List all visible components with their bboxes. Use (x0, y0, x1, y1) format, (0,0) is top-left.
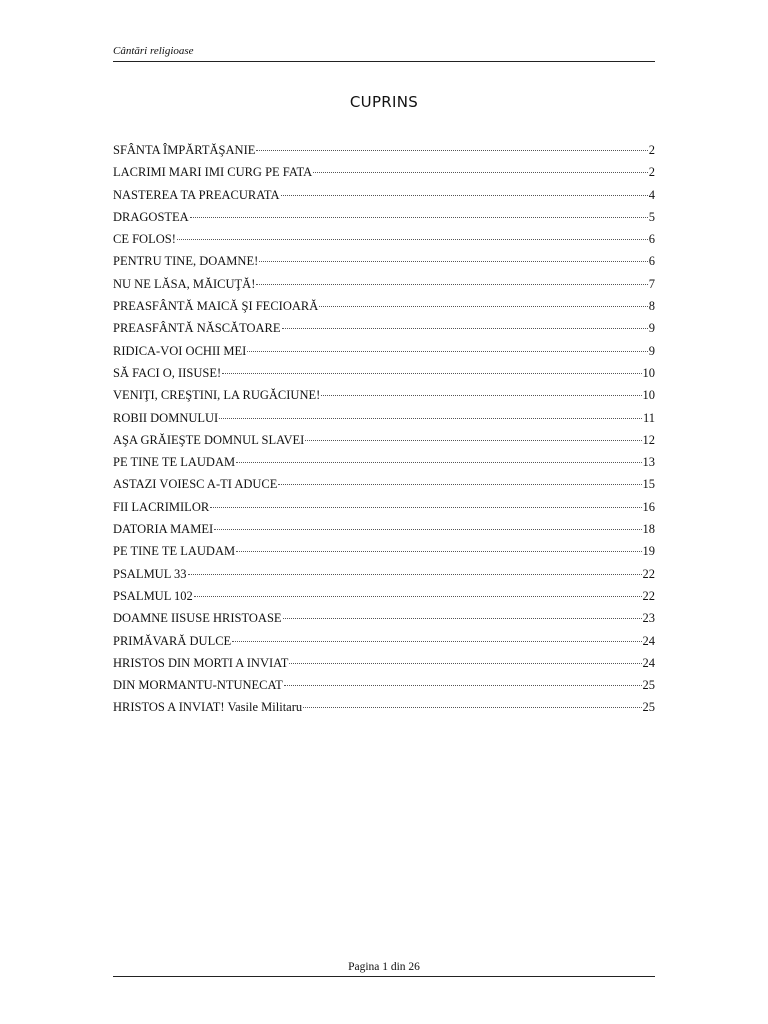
toc-entry-page-number: 13 (642, 455, 655, 470)
toc-entry-page-number: 16 (642, 499, 655, 514)
table-of-contents (113, 143, 655, 723)
toc-entry[interactable] (113, 277, 655, 299)
dot-leader (236, 551, 641, 552)
toc-entry-title: PE TINE TE LAUDAM (113, 544, 236, 559)
toc-entry[interactable] (113, 589, 655, 611)
toc-entry[interactable] (113, 656, 655, 678)
dot-leader (256, 284, 647, 285)
toc-entry[interactable] (113, 433, 655, 455)
toc-entry[interactable] (113, 700, 655, 722)
toc-entry-title: HRISTOS A INVIAT! Vasile Militaru (113, 700, 303, 715)
toc-entry[interactable] (113, 411, 655, 433)
toc-entry[interactable] (113, 678, 655, 700)
dot-leader (210, 507, 641, 508)
toc-entry-title: SĂ FACI O, IISUSE! (113, 365, 222, 380)
toc-entry-title: PREASFÂNTĂ NĂSCĂTOARE (113, 321, 281, 336)
toc-entry-page-number: 5 (648, 209, 655, 224)
toc-entry-title: PSALMUL 33 (113, 566, 187, 581)
dot-leader (284, 685, 642, 686)
toc-entry[interactable] (113, 455, 655, 477)
toc-entry[interactable] (113, 165, 655, 187)
dot-leader (236, 462, 641, 463)
running-header: Cântări religioase (113, 45, 194, 57)
toc-entry-title: DIN MORMANTU-NTUNECAT (113, 678, 283, 693)
toc-entry[interactable] (113, 254, 655, 276)
toc-entry[interactable] (113, 143, 655, 165)
toc-entry[interactable] (113, 344, 655, 366)
dot-leader (319, 306, 648, 307)
toc-entry-title: NU NE LĂSA, MĂICUŢĂ! (113, 276, 256, 291)
toc-entry-title: DOAMNE IISUSE HRISTOASE (113, 611, 282, 626)
toc-entry-page-number: 9 (648, 343, 655, 358)
dot-leader (219, 418, 642, 419)
dot-leader (303, 707, 641, 708)
toc-entry-page-number: 6 (648, 232, 655, 247)
toc-entry-title: DRAGOSTEA (113, 209, 189, 224)
toc-entry-page-number: 6 (648, 254, 655, 269)
toc-entry-page-number: 8 (648, 299, 655, 314)
dot-leader (222, 373, 641, 374)
toc-entry[interactable] (113, 544, 655, 566)
toc-entry-page-number: 2 (648, 165, 655, 180)
toc-entry-title: PSALMUL 102 (113, 588, 193, 603)
dot-leader (305, 440, 641, 441)
toc-entry-title: PREASFÂNTĂ MAICĂ ŞI FECIOARĂ (113, 299, 319, 314)
toc-entry[interactable] (113, 500, 655, 522)
toc-entry-title: AŞA GRĂIEŞTE DOMNUL SLAVEI (113, 432, 305, 447)
toc-entry-page-number: 15 (642, 477, 655, 492)
toc-entry-page-number: 25 (642, 700, 655, 715)
toc-entry-title: DATORIA MAMEI (113, 522, 214, 537)
toc-entry[interactable] (113, 611, 655, 633)
toc-entry-page-number: 4 (648, 187, 655, 202)
dot-leader (282, 328, 648, 329)
toc-entry[interactable] (113, 522, 655, 544)
dot-leader (188, 574, 642, 575)
toc-entry-page-number: 24 (642, 633, 655, 648)
toc-entry-page-number: 10 (642, 365, 655, 380)
toc-entry-title: FII LACRIMILOR (113, 499, 210, 514)
dot-leader (281, 195, 648, 196)
toc-entry[interactable] (113, 388, 655, 410)
toc-entry[interactable] (113, 232, 655, 254)
toc-entry-title: ASTAZI VOIESC A-TI ADUCE (113, 477, 278, 492)
toc-entry-page-number: 25 (642, 678, 655, 693)
page-footer: Pagina 1 din 26 (348, 961, 420, 973)
toc-entry-title: PE TINE TE LAUDAM (113, 455, 236, 470)
toc-entry-page-number: 12 (642, 432, 655, 447)
page-title: CUPRINS (349, 93, 419, 111)
dot-leader (247, 351, 647, 352)
toc-entry-page-number: 2 (648, 143, 655, 157)
toc-entry-page-number: 22 (642, 566, 655, 581)
toc-entry[interactable] (113, 477, 655, 499)
dot-leader (214, 529, 641, 530)
dot-leader (190, 217, 648, 218)
toc-entry-page-number: 7 (648, 276, 655, 291)
toc-entry-page-number: 22 (642, 588, 655, 603)
toc-entry-title: PRIMĂVARĂ DULCE (113, 633, 232, 648)
toc-entry[interactable] (113, 567, 655, 589)
dot-leader (177, 239, 648, 240)
toc-entry-page-number: 19 (642, 544, 655, 559)
toc-entry[interactable] (113, 634, 655, 656)
dot-leader (283, 618, 642, 619)
toc-entry-title: CE FOLOS! (113, 232, 176, 247)
toc-entry-title: SFÂNTA ÎMPĂRTĂŞANIE (113, 143, 256, 157)
toc-entry-title: HRISTOS DIN MORTI A INVIAT (113, 655, 289, 670)
dot-leader (194, 596, 642, 597)
toc-entry-page-number: 18 (642, 522, 655, 537)
toc-entry[interactable] (113, 321, 655, 343)
footer-rule (113, 976, 655, 977)
toc-entry-title: ROBII DOMNULUI (113, 410, 219, 425)
dot-leader (321, 395, 641, 396)
toc-entry-title: LACRIMI MARI IMI CURG PE FATA (113, 165, 313, 180)
toc-entry[interactable] (113, 188, 655, 210)
toc-entry-title: PENTRU TINE, DOAMNE! (113, 254, 259, 269)
toc-entry-page-number: 9 (648, 321, 655, 336)
toc-entry-title: RIDICA-VOI OCHII MEI (113, 343, 247, 358)
header-rule (113, 61, 655, 62)
dot-leader (278, 484, 641, 485)
dot-leader (259, 261, 648, 262)
dot-leader (313, 172, 648, 173)
toc-entry[interactable] (113, 210, 655, 232)
dot-leader (232, 641, 641, 642)
toc-entry-title: VENIŢI, CREŞTINI, LA RUGĂCIUNE! (113, 388, 321, 403)
dot-leader (256, 150, 647, 151)
toc-entry-page-number: 23 (642, 611, 655, 626)
toc-entry-title: NASTEREA TA PREACURATA (113, 187, 280, 202)
toc-entry[interactable] (113, 299, 655, 321)
toc-entry-page-number: 10 (642, 388, 655, 403)
toc-entry-page-number: 24 (642, 655, 655, 670)
dot-leader (289, 663, 641, 664)
toc-entry[interactable] (113, 366, 655, 388)
toc-entry-page-number: 11 (642, 410, 655, 425)
